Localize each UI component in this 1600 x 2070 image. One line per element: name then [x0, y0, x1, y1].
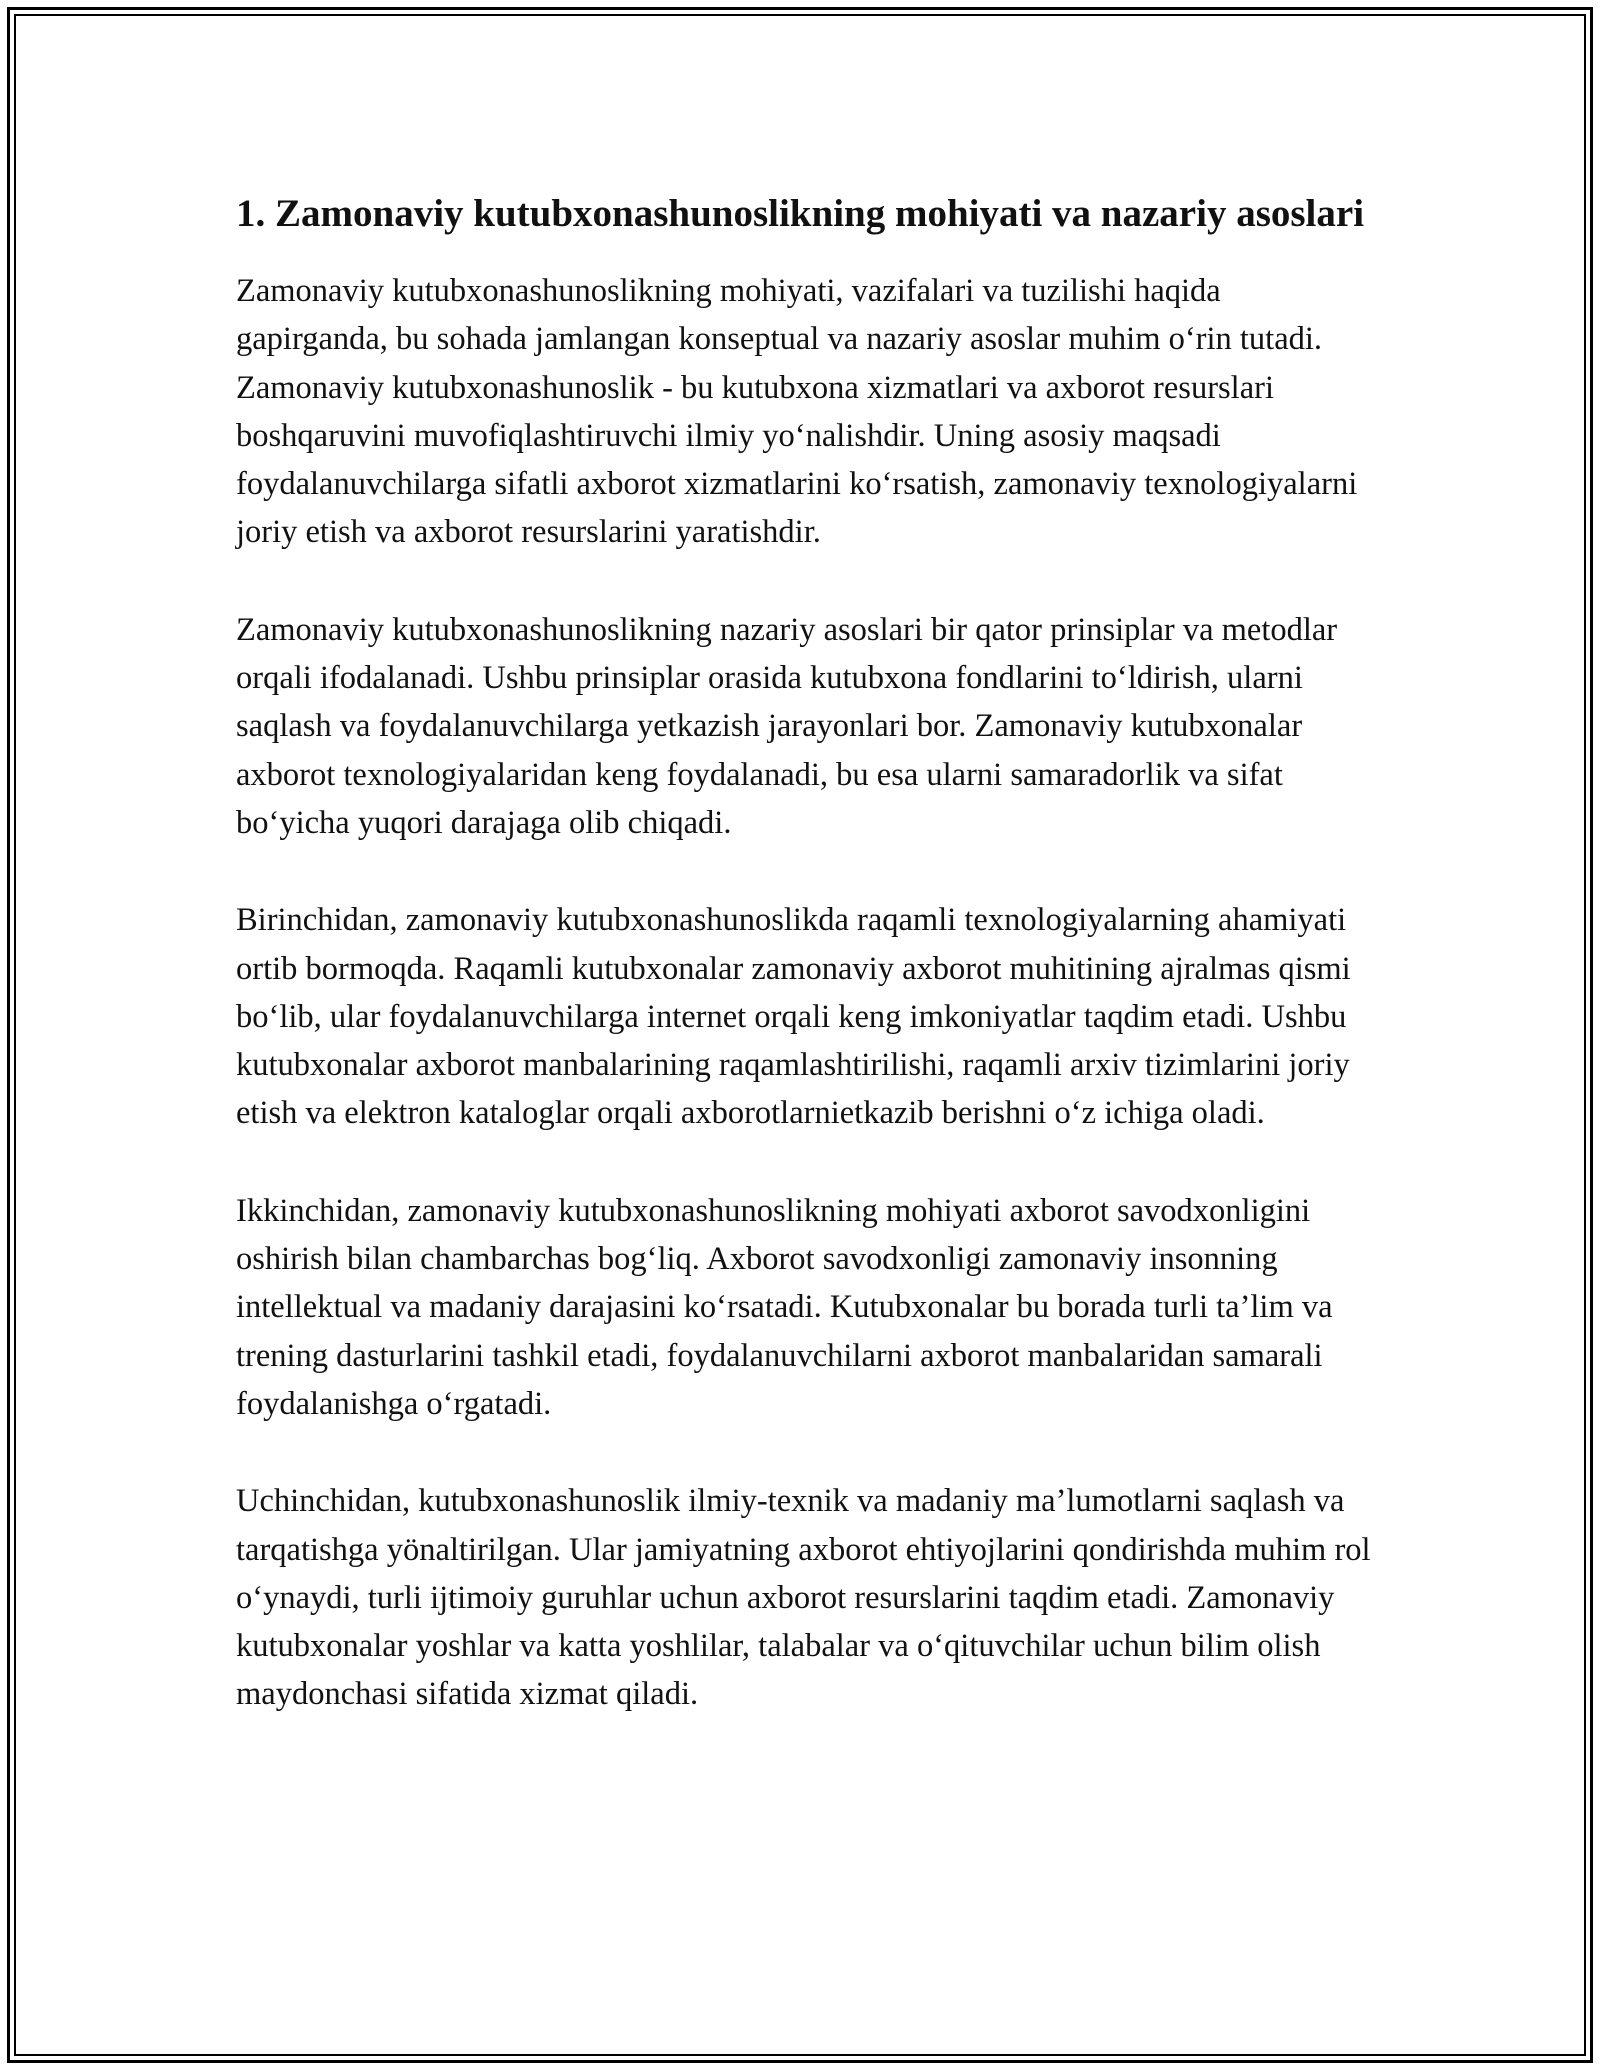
paragraph-5: Uchinchidan, kutubxonashunoslik ilmiy-texnik va madaniy ma’lumotlarni saqlash va tarqatishga yönaltirilgan. Ular jamiyatning axborot ehtiyojlarini qondirishda muhim rol o‘ynaydi, turli ijtimoiy guruhlar uchun axborot resurslarini taqdim etadi. Zamonaviy kutubxonalar yoshlar va katta yoshlilar, talabalar va o‘qituvchilar uchun bilim olish maydonchasi sifatida xizmat qiladi.	[236, 1483, 1371, 1713]
section-heading: 1. Zamonaviy kutubxonashunoslikning mohiyati va nazariy asoslari	[236, 192, 1365, 235]
document-body	[236, 186, 1376, 1768]
paragraph-2: Zamonaviy kutubxonashunoslikning nazariy asoslari bir qator prinsiplar va metodlar orqali ifodalanadi. Ushbu prinsiplar orasida kutubxona fondlarini to‘ldirish, ularni saqlash va foydalanuvchilarga yetkazish jarayonlari bor. Zamonaviy kutubxonalar axborot texnologiyalaridan keng foydalanadi, bu esa ularni samaradorlik va sifat bo‘yicha yuqori darajaga olib chiqadi.	[236, 611, 1338, 841]
paragraph-1: Zamonaviy kutubxonashunoslikning mohiyati, vazifalari va tuzilishi haqida gapirganda, bu sohada jamlangan konseptual va nazariy asoslar muhim o‘rin tutadi. Zamonaviy kutubxonashunoslik - bu kutubxona xizmatlari va axborot resurslari boshqaruvini muvofiqlashtiruvchi ilmiy yo‘nalishdir. Uning asosiy maqsadi foydalanuvchilarga sifatli axborot xizmatlarini ko‘rsatish, zamonaviy texnologiyalarni joriy etish va axborot resurslarini yaratishdir.	[236, 273, 1358, 551]
paragraph-4: Ikkinchidan, zamonaviy kutubxonashunoslikning mohiyati axborot savodxonligini oshirish bilan chambarchas bog‘liq. Axborot savodxonligi zamonaviy insonning intellektual va madaniy darajasini ko‘rsatadi. Kutubxonalar bu borada turli ta’lim va trening dasturlarini tashkil etadi, foydalanuvchilarni axborot manbalaridan samarali foydalanishga o‘rgatadi.	[236, 1192, 1333, 1422]
paragraph-3: Birinchidan, zamonaviy kutubxonashunoslikda raqamli texnologiyalarning ahamiyati ortib bormoqda. Raqamli kutubxonalar zamonaviy axborot muhitining ajralmas qismi bo‘lib, ular foydalanuvchilarga internet orqali keng imkoniyatlar taqdim etadi. Ushbu kutubxonalar axborot manbalarining raqamlashtirilishi, raqamli arxiv tizimlarini joriy etish va elektron kataloglar orqali axborotlarnietkazib berishni o‘z ichiga oladi.	[236, 902, 1351, 1132]
